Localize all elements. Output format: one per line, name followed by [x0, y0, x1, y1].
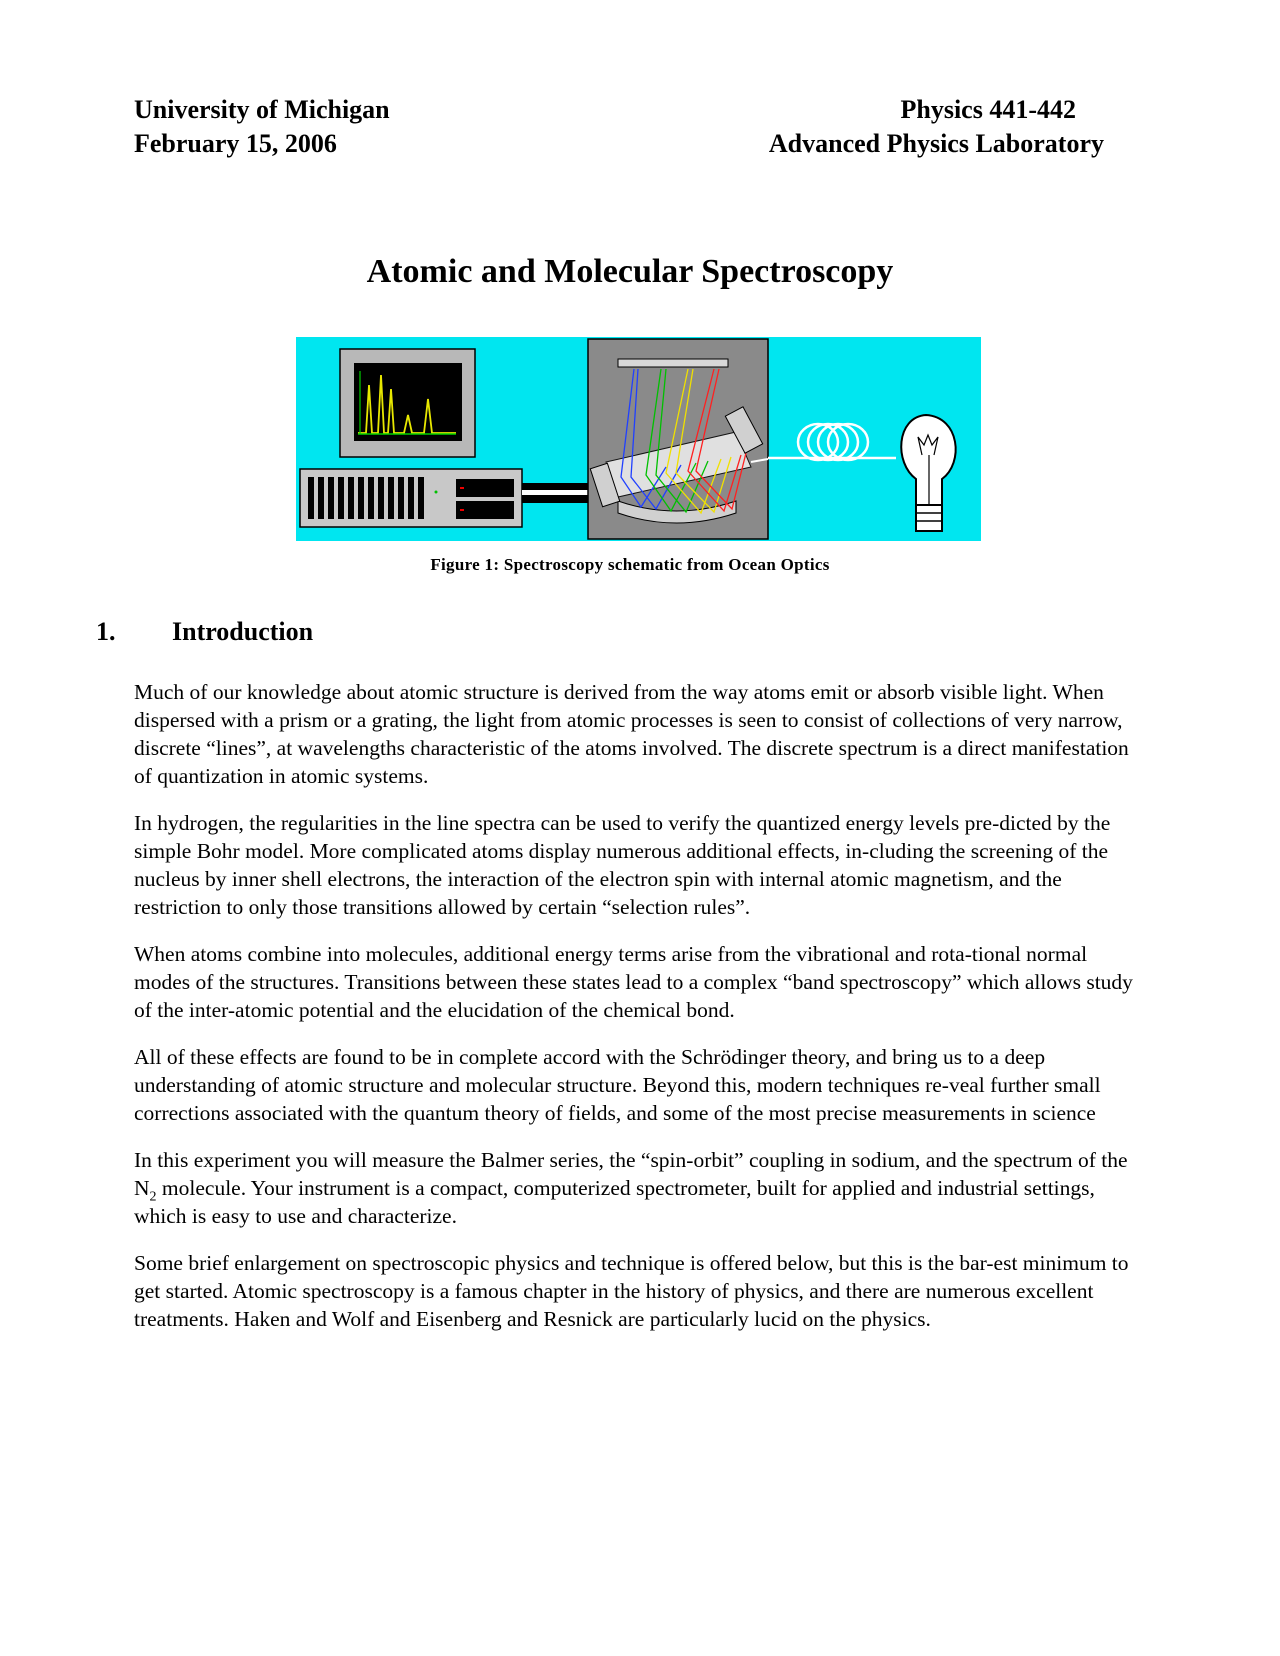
page-title: Atomic and Molecular Spectroscopy [366, 253, 894, 290]
header-left [134, 93, 390, 161]
paragraph: Much of our knowledge about atomic structure is derived from the way atoms emit or absorb visible light. When dispersed with a prism or a grating, the light from atomic processes is seen to consist of collections of very narrow, discrete “lines”, at wavelengths characteristic of the atoms involved. The discrete spectrum is a direct manifestation of quantization in atomic systems. [134, 680, 1129, 788]
paragraph: All of these effects are found to be in complete accord with the Schrödinger theory, and bring us to a deep understanding of atomic structure and molecular structure. Beyond this, modern techniques re-veal further small corrections associated with the quantum theory of fields, and some of the most precise measurements in science [134, 1045, 1101, 1125]
figure-caption: Figure 1: Spectroscopy schematic from Ocean Optics [430, 555, 830, 574]
spectroscopy-schematic-image [296, 337, 981, 541]
section-number: 1. [96, 617, 116, 646]
computer-case-icon [300, 469, 522, 527]
section-title: Introduction [172, 617, 314, 646]
paragraph: Some brief enlargement on spectroscopic physics and technique is offered below, but this is the bar-est minimum to get started. Atomic spectroscopy is a famous chapter in the history of physics, and there are numerous excellent treatments. Haken and Wolf and Eisenberg and Resnick are particularly lucid on the physics. [134, 1251, 1129, 1331]
paragraph: In hydrogen, the regularities in the line spectra can be used to verify the quantized energy levels pre-dicted by the simple Bohr model. More complicated atoms display numerous additional effects, in-cluding the screening of the nucleus by inner shell electrons, the interaction of the electron spin with internal atomic magnetism, and the restriction to only those transitions allowed by certain “selection rules”. [134, 811, 1111, 919]
body-text [134, 678, 1134, 1352]
monitor-icon [340, 349, 475, 457]
paragraph-text: In this experiment you will measure the Balmer series, the “spin-orbit” coupling in sodium, and the spectrum of the N [134, 1148, 1128, 1200]
subscript: 2 [149, 1189, 157, 1205]
paragraph-text: molecule. Your instrument is a compact, computerized spectrometer, built for applied and industrial settings, which is easy to use and characterize. [134, 1176, 1095, 1228]
course-name: Advanced Physics Laboratory [768, 129, 1104, 158]
spectroscopy-schematic-figure [296, 337, 981, 541]
usb-cable-icon [522, 483, 588, 503]
section-heading [96, 617, 313, 647]
paragraph: When atoms combine into molecules, additional energy terms arise from the vibrational and rota-tional normal modes of the structures. Transitions between these states lead to a complex “band spectroscopy” which allows study of the inter-atomic potential and the elucidation of the chemical bond. [134, 942, 1133, 1022]
document-date: February 15, 2006 [134, 129, 337, 158]
paragraph [134, 1146, 1134, 1230]
header-right [769, 93, 1104, 161]
course-number: Physics 441-442 [900, 95, 1076, 124]
institution-name: University of Michigan [134, 95, 390, 124]
spectrometer-box-icon [588, 339, 768, 539]
